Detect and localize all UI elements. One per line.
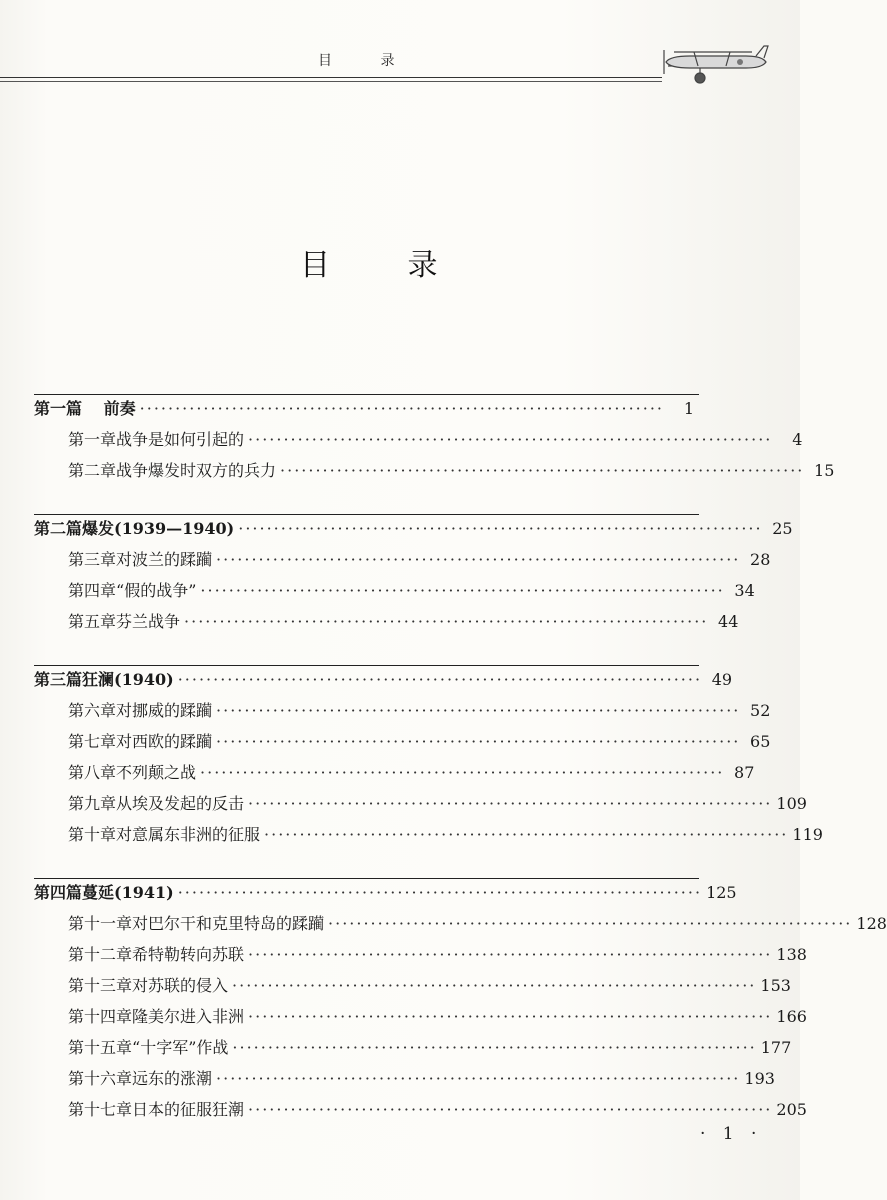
chapter-title: 对挪威的蹂躏 (116, 701, 213, 720)
chapter-page-number: 205 (776, 1100, 807, 1119)
chapter-page-number: 128 (856, 914, 887, 933)
part-number: 第一篇 (34, 399, 83, 418)
toc-chapter-entry[interactable] (34, 427, 803, 458)
chapter-page-number: 34 (734, 581, 755, 600)
toc-chapter-entry[interactable] (34, 973, 791, 1004)
chapter-number: 第十三章 (68, 976, 133, 995)
chapter-number: 第三章 (68, 550, 117, 569)
toc-chapter-entry[interactable] (34, 729, 771, 760)
toc-chapter-entry[interactable] (34, 791, 807, 822)
chapter-page-number: 52 (750, 701, 771, 720)
part-page-number: 49 (711, 670, 733, 689)
dot-leader: ·········································································· (248, 430, 773, 449)
dot-leader: ·········································································· (200, 763, 725, 782)
chapter-page-number: 44 (718, 612, 739, 631)
toc-part-entry[interactable] (34, 665, 733, 698)
part-rule (34, 514, 699, 515)
chapter-page-number: 177 (760, 1038, 792, 1057)
page-number: · 1 · (700, 1124, 763, 1144)
chapter-number: 第十章 (68, 825, 117, 844)
dot-leader: ·········································································· (280, 461, 805, 480)
dot-leader: ·········································································· (232, 1038, 757, 1057)
toc-chapter-entry[interactable] (34, 822, 823, 853)
chapter-page-number: 153 (760, 976, 791, 995)
chapter-page-number: 193 (744, 1069, 775, 1088)
page-title: 目 录 (300, 248, 472, 283)
dot-leader: ·········································································· (248, 1007, 773, 1026)
part-section (34, 394, 835, 489)
chapter-page-number: 138 (776, 945, 807, 964)
part-section (34, 878, 887, 1128)
chapter-title: 日本的征服狂潮 (132, 1100, 245, 1119)
chapter-number: 第九章 (68, 794, 117, 813)
dot-leader: ·········································································· (177, 670, 703, 689)
chapter-number: 第十一章 (68, 914, 133, 933)
dot-leader: ·········································································· (248, 794, 773, 813)
toc-chapter-entry[interactable] (34, 760, 755, 791)
toc-part-entry[interactable] (34, 878, 737, 911)
chapter-page-number: 166 (776, 1007, 807, 1026)
toc-chapter-entry[interactable] (34, 698, 771, 729)
part-title: 爆发(1939—1940) (82, 519, 235, 538)
chapter-title: “假的战争” (116, 581, 197, 600)
dot-leader: ·········································································· (216, 732, 741, 751)
part-spacer (34, 489, 694, 514)
part-title: 前奏 (103, 399, 136, 418)
toc-chapter-entry[interactable] (34, 911, 887, 942)
chapter-title: 战争是如何引起的 (116, 430, 245, 449)
part-page-number: 25 (772, 519, 793, 538)
toc-chapter-entry[interactable] (34, 1035, 792, 1066)
dot-leader: ·········································································· (264, 825, 789, 844)
chapter-page-number: 119 (792, 825, 823, 844)
chapter-title: 对苏联的侵入 (132, 976, 229, 995)
part-rule (34, 665, 699, 666)
chapter-title: 战争爆发时双方的兵力 (116, 461, 277, 480)
toc-chapter-entry[interactable] (34, 1097, 807, 1128)
part-page-number: 1 (683, 399, 694, 418)
chapter-number: 第十七章 (68, 1100, 133, 1119)
chapter-title: 对巴尔干和克里特岛的蹂躏 (132, 914, 325, 933)
dot-leader: ·········································································· (238, 519, 763, 538)
toc-chapter-entry[interactable] (34, 547, 771, 578)
chapter-title: 隆美尔进入非洲 (132, 1007, 245, 1026)
chapter-number: 第十二章 (68, 945, 133, 964)
chapter-title: “十字军”作战 (132, 1038, 229, 1057)
chapter-number: 第十五章 (68, 1038, 133, 1057)
chapter-title: 从埃及发起的反击 (116, 794, 245, 813)
part-number: 第二篇 (34, 519, 83, 538)
part-page-number: 125 (706, 883, 737, 902)
toc-part-entry[interactable] (34, 394, 694, 427)
header-rule (0, 77, 662, 78)
toc-chapter-entry[interactable] (34, 578, 755, 609)
part-spacer (34, 640, 694, 665)
chapter-number: 第六章 (68, 701, 117, 720)
chapter-page-number: 65 (750, 732, 771, 751)
dot-leader: ·········································································· (216, 701, 741, 720)
chapter-number: 第一章 (68, 430, 117, 449)
header-rule (0, 81, 662, 82)
chapter-number: 第七章 (68, 732, 117, 751)
dot-leader: ·········································································· (232, 976, 757, 995)
chapter-title: 不列颠之战 (116, 763, 197, 782)
dot-leader: ·········································································· (216, 550, 741, 569)
part-section (34, 514, 793, 640)
dot-leader: ·········································································· (248, 1100, 773, 1119)
dot-leader: ·········································································· (139, 399, 664, 418)
chapter-number: 第四章 (68, 581, 117, 600)
part-section (34, 665, 823, 853)
dot-leader: ·········································································· (184, 612, 709, 631)
chapter-title: 芬兰战争 (116, 612, 181, 631)
dot-leader: ·········································································· (248, 945, 773, 964)
toc-chapter-entry[interactable] (34, 942, 807, 973)
chapter-number: 第八章 (68, 763, 117, 782)
chapter-number: 第二章 (68, 461, 117, 480)
toc-part-entry[interactable] (34, 514, 793, 547)
toc-chapter-entry[interactable] (34, 1004, 807, 1035)
dot-leader: ·········································································· (216, 1069, 741, 1088)
part-rule (34, 394, 699, 395)
chapter-number: 第五章 (68, 612, 117, 631)
chapter-title: 对西欧的蹂躏 (116, 732, 213, 751)
chapter-page-number: 109 (776, 794, 807, 813)
chapter-page-number: 87 (734, 763, 755, 782)
toc-chapter-entry[interactable] (34, 609, 739, 640)
part-rule (34, 878, 699, 879)
part-title: 蔓延(1941) (82, 883, 174, 902)
chapter-title: 对意属东非洲的征服 (116, 825, 261, 844)
chapter-page-number: 4 (792, 430, 803, 449)
chapter-title: 希特勒转向苏联 (132, 945, 245, 964)
chapter-number: 第十四章 (68, 1007, 133, 1026)
chapter-title: 远东的涨潮 (132, 1069, 213, 1088)
part-spacer (34, 853, 694, 878)
running-header-title: 目 录 (318, 53, 417, 69)
chapter-title: 对波兰的蹂躏 (116, 550, 213, 569)
toc-chapter-entry[interactable] (34, 458, 835, 489)
chapter-page-number: 28 (750, 550, 771, 569)
toc-chapter-entry[interactable] (34, 1066, 775, 1097)
dot-leader: ·········································································· (200, 581, 725, 600)
part-number: 第四篇 (34, 883, 83, 902)
chapter-page-number: 15 (814, 461, 835, 480)
biplane-icon (660, 38, 770, 86)
chapter-number: 第十六章 (68, 1069, 133, 1088)
table-of-contents (34, 394, 887, 1128)
dot-leader: ·········································································· (328, 914, 853, 933)
part-number: 第三篇 (34, 670, 83, 689)
part-title: 狂澜(1940) (82, 670, 174, 689)
dot-leader: ·········································································· (177, 883, 703, 902)
running-header (0, 50, 800, 80)
